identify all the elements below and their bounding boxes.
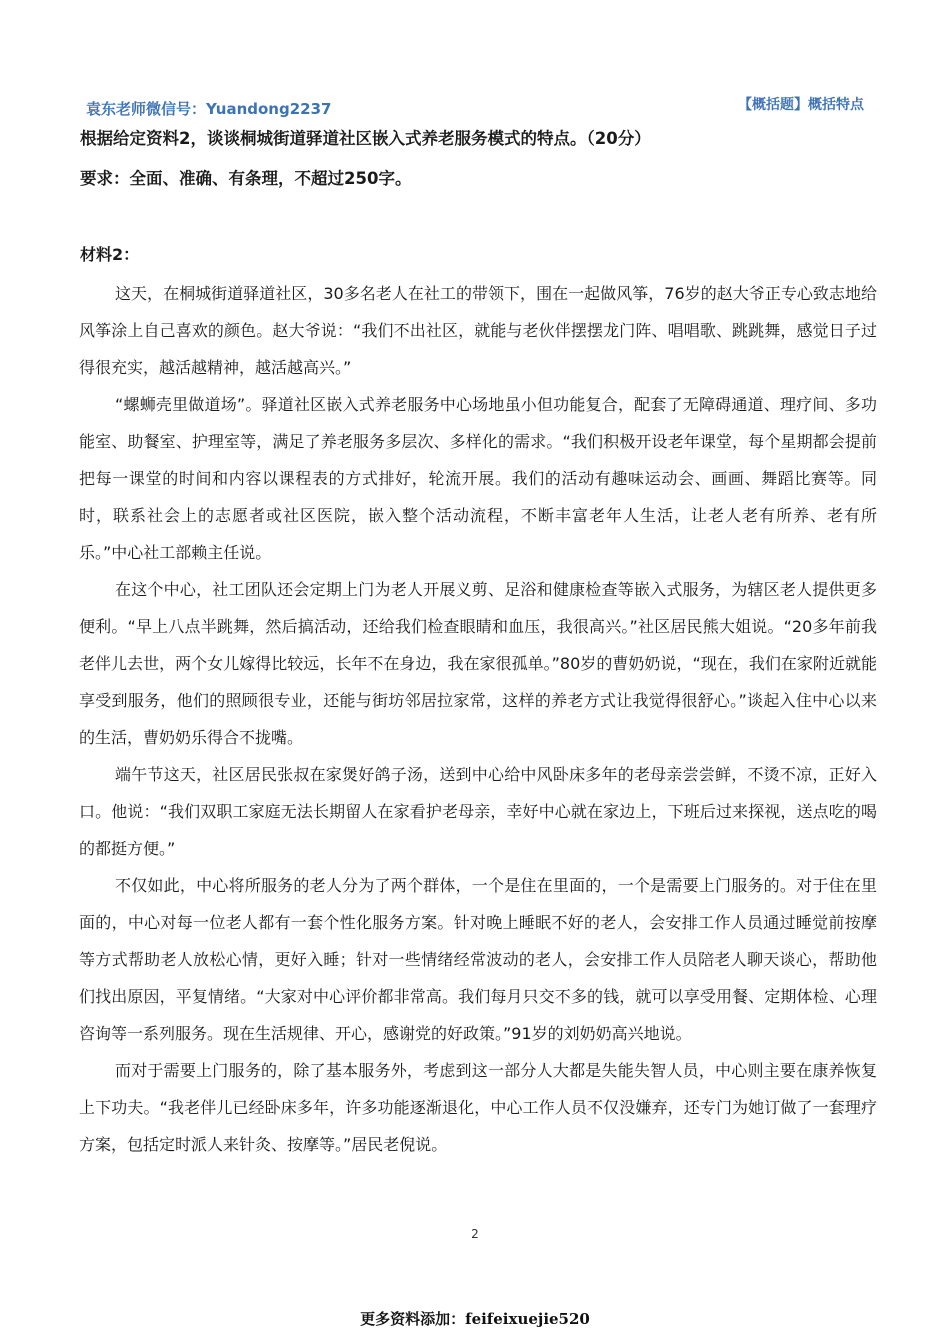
requirement-text: 要求：全面、准确、有条理，不超过250字。: [80, 169, 412, 188]
paragraph: 而对于需要上门服务的，除了基本服务外，考虑到这一部分人大都是失能失智人员，中心则主要在康养恢复上下功夫。“我老伴儿已经卧床多年，许多功能逐渐退化，中心工作人员不仅没嫌弃，还专门为她订做了一套理疗方案，包括定时派人来针灸、按摩等。”居民老倪说。: [79, 1061, 877, 1154]
page-number: 2: [471, 1227, 479, 1241]
footer-note: 更多资料添加：feifeixuejie520: [360, 1310, 590, 1328]
question-text: 根据给定资料2，谈谈桐城街道驿道社区嵌入式养老服务模式的特点。（20分）: [80, 129, 651, 148]
paragraph: 不仅如此，中心将所服务的老人分为了两个群体，一个是住在里面的，一个是需要上门服务的。对于住在里面的，中心对每一位老人都有一套个性化服务方案。针对晚上睡眠不好的老人，会安排工作人员通过睡觉前按摩等方式帮助老人放松心情，更好入睡；针对一些情绪经常波动的老人，会安排工作人员陪老人聊天谈心，帮助他们找出原因，平复情绪。“大家对中心评价都非常高。我们每月只交不多的钱，就可以享受用餐、定期体检、心理咨询等一系列服务。现在生活规律、开心，感谢党的好政策。”91岁的刘奶奶高兴地说。: [79, 876, 877, 1043]
paragraph: 端午节这天，社区居民张叔在家煲好鸽子汤，送到中心给中风卧床多年的老母亲尝尝鲜，不烫不凉，正好入口。他说：“我们双职工家庭无法长期留人在家看护老母亲，幸好中心就在家边上，下班后过来探视，送点吃的喝的都挺方便。”: [79, 765, 877, 858]
material-body: [79, 275, 877, 1163]
header-category: 【概括题】概括特点: [738, 97, 864, 113]
paragraph: 这天，在桐城街道驿道社区，30多名老人在社工的带领下，围在一起做风筝，76岁的赵大爷正专心致志地给风筝涂上自己喜欢的颜色。赵大爷说：“我们不出社区，就能与老伙伴摆摆龙门阵、唱唱歌、跳跳舞，感觉日子过得很充实，越活越精神，越活越高兴。”: [79, 284, 877, 377]
paragraph: “螺蛳壳里做道场”。驿道社区嵌入式养老服务中心场地虽小但功能复合，配套了无障碍通道、理疗间、多功能室、助餐室、护理室等，满足了养老服务多层次、多样化的需求。“我们积极开设老年课堂，每个星期都会提前把每一课堂的时间和内容以课程表的方式排好，轮流开展。我们的活动有趣味运动会、画画、舞蹈比赛等。同时，联系社会上的志愿者或社区医院，嵌入整个活动流程，不断丰富老年人生活，让老人老有所养、老有所乐。”中心社工部赖主任说。: [79, 395, 877, 562]
material-heading: 材料2：: [80, 245, 140, 264]
paragraph: 在这个中心，社工团队还会定期上门为老人开展义剪、足浴和健康检查等嵌入式服务，为辖区老人提供更多便利。“早上八点半跳舞，然后搞活动，还给我们检查眼睛和血压，我很高兴。”社区居民熊大姐说。“20多年前我老伴儿去世，两个女儿嫁得比较远，长年不在身边，我在家很孤单。”80岁的曹奶奶说，“现在，我们在家附近就能享受到服务，他们的照顾很专业，还能与街坊邻居拉家常，这样的养老方式让我觉得很舒心。”谈起入住中心以来的生活，曹奶奶乐得合不拢嘴。: [79, 580, 877, 747]
header-contact: 袁东老师微信号：Yuandong2237: [86, 100, 332, 118]
